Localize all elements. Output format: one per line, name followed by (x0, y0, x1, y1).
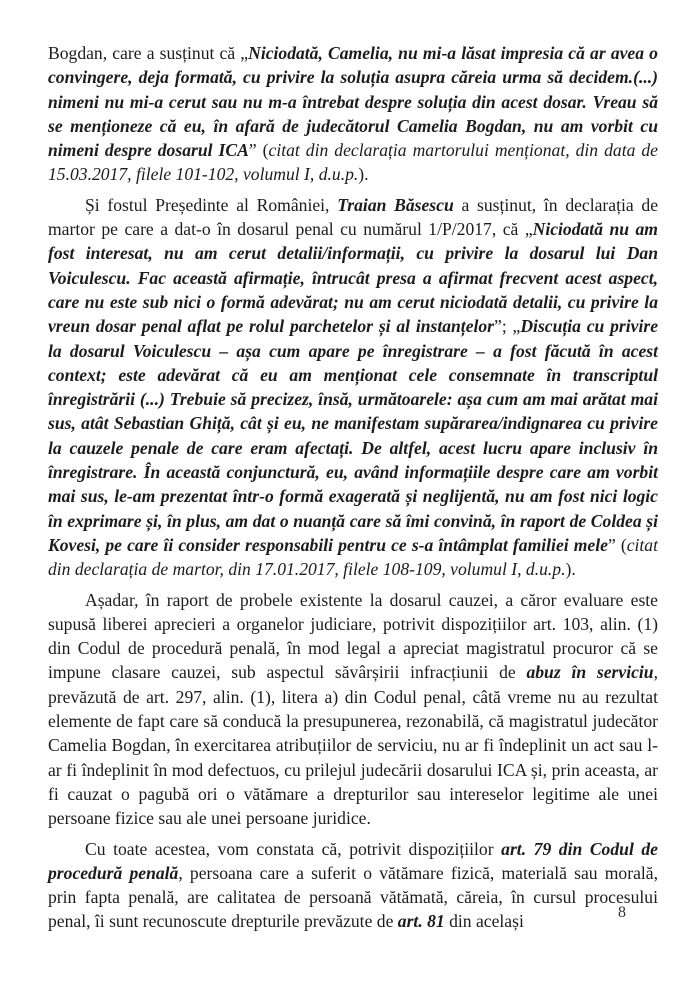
p4-run-3: art. 81 (397, 911, 445, 932)
paragraph-4 (48, 837, 658, 934)
p2-run-7: citat din declarația de martor, din 17.01.2017, filele 108-109, volumul I, d.u.p. (48, 534, 658, 580)
paragraph-3 (48, 588, 658, 831)
p1-run-3: citat din declarația martorului menționat, din data de 15.03.2017, filele 101-102, volumul I, d.u.p. (48, 140, 658, 185)
p2-run-8: ). (565, 559, 576, 580)
document-page (48, 41, 658, 940)
p3-run-0: Așadar, în raport de probele existente la dosarul cauzei, a căror evaluare este supusă liberei aprecieri a organelor judiciare, potrivit dispozițiilor art. 103, alin. (1) din Codul de procedură penală, în mod legal a apreciat magistratul procuror că se impune clasare cauzei, sub aspectul săvârșirii infracțiunii de (48, 589, 658, 683)
p2-run-3: Niciodată nu am fost interesat, nu am cerut detalii/informații, cu privire la dosarul lui Dan Voiculescu. Fac această afirmație, întrucât presa a afirmat frecvent acest aspect, care nu este sub nici o formă adevărat; nu am cerut niciodată detalii, cu privire la vreun dosar penal aflat pe rolul parchetelor și al instanțelor (48, 219, 658, 337)
p3-run-2: , prevăzută de art. 297, alin. (1), litera a) din Codul penal, câtă vreme nu au rezultat elemente de fapt care să conducă la presupunerea, rezonabilă, că magistratul judecător Camelia Bogdan, în exercitarea atribuțiilor de serviciu, nu ar fi îndeplinit un act sau l-ar fi îndeplinit în mod defectuos, cu prilejul judecării dosarului ICA și, prin aceasta, ar fi cauzat o pagubă ori o vătămare a drepturilor sau intereselor legitime ale unei persoane fizice sau ale unei persoane juridice. (48, 662, 658, 829)
p1-run-4: ). (358, 164, 369, 185)
p4-run-4: din același (444, 911, 524, 932)
p4-run-2: , persoana care a suferit o vătămare fizică, materială sau morală, prin fapta penală, are calitatea de persoană vătămată, căreia, în cursul procesului penal, îi sunt recunoscute drepturile prevăzute de (48, 862, 658, 932)
page-number: 8 (618, 904, 626, 921)
p2-run-5: Discuția cu privire la dosarul Voiculescu – așa cum apare pe înregistrare – a fost făcută în acest context; este adevărat că eu am menționat cele consemnate în transcriptul înregistrării (...) Trebuie să precizez, însă, următoarele: așa cum am mai arătat mai sus, atât Sebastian Ghiță, cât și eu, ne manifestam supărarea/indignarea cu privire la cauzele penale de care eram afectați. De altfel, acest lucru apare inclusiv în înregistrare. În această conjunctură, eu, având informațiile despre care am vorbit mai sus, le-am prezentat într-o formă exagerată și neglijentă, nu am fost nici logic în exprimare și, în plus, am dat o nuanță care să îmi convină, în raport de Coldea și Kovesi, pe care îi consider responsabili pentru ce s-a întâmplat familiei mele (48, 316, 659, 555)
p2-run-4: ”; „ (494, 316, 521, 337)
p2-run-0: Și fostul Președinte al României, (85, 194, 338, 215)
p2-run-1: Traian Băsescu (337, 194, 454, 215)
p2-run-2: a susținut, în declarația de martor pe care a dat-o în dosarul penal cu numărul 1/P/2017, că „ (48, 194, 659, 240)
p3-run-1: abuz în serviciu (526, 662, 654, 683)
p1-run-2: ” ( (248, 140, 269, 161)
p1-run-0: Bogdan, care a susținut că „ (48, 43, 249, 63)
paragraph-1 (48, 41, 658, 187)
p4-run-0: Cu toate acestea, vom constata că, potrivit dispozițiilor (85, 838, 502, 859)
p2-run-6: ” ( (607, 534, 627, 555)
p1-run-1: Niciodată, Camelia, nu mi-a lăsat impresia că ar avea o convingere, deja formată, cu privire la soluția asupra căreia urma să decidem.(...) nimeni nu mi-a cerut sau nu m-a întrebat despre soluția din acest dosar. Vreau să se menționeze că eu, în afară de judecătorul Camelia Bogdan, nu am vorbit cu nimeni despre dosarul ICA (48, 43, 658, 161)
p4-run-1: art. 79 din Codul de procedură penală (48, 838, 658, 883)
paragraph-2 (48, 193, 658, 582)
